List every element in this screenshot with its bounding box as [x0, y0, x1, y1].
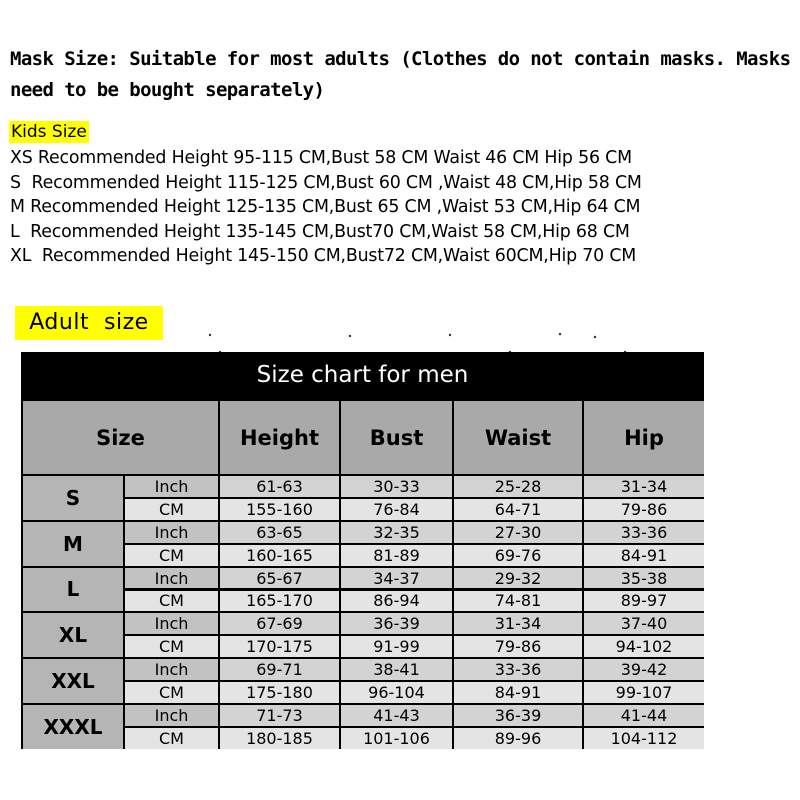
cell-l-inch-hip: 35-38 — [584, 568, 704, 589]
cell-s-cm-bust: 76-84 — [341, 499, 452, 520]
header-waist: Waist — [454, 401, 582, 474]
cell-m-cm-height: 160-165 — [220, 545, 339, 566]
cell-m-inch-bust: 32-35 — [341, 522, 452, 543]
kids-size-line-s: S Recommended Height 115-125 CM,Bust 60 CM ,Waist 48 CM,Hip 58 CM — [10, 172, 642, 193]
kids-size-line-xl: XL Recommended Height 145-150 CM,Bust72 CM,Waist 60CM,Hip 70 CM — [10, 246, 637, 267]
cell-xxxl-cm-bust: 101-106 — [341, 728, 452, 749]
cell-xxl-inch-hip: 39-42 — [584, 659, 704, 680]
cell-xl-cm-height: 170-175 — [220, 636, 339, 657]
unit-label-m-inch: Inch — [125, 522, 218, 543]
cell-xxl-cm-waist: 84-91 — [454, 682, 582, 703]
mask-note-line-1: Mask Size: Suitable for most adults (Clothes do not contain masks. Masks — [10, 48, 791, 70]
cell-l-cm-waist: 74-81 — [454, 591, 582, 612]
stray-dots — [200, 332, 640, 354]
cell-xl-cm-bust: 91-99 — [341, 636, 452, 657]
unit-label-xxl-cm: CM — [125, 682, 218, 703]
cell-xxl-inch-height: 69-71 — [220, 659, 339, 680]
kids-size-list — [10, 146, 642, 269]
size-label-xl: XL — [23, 613, 123, 657]
mask-note-line-2: need to be bought separately) — [10, 79, 325, 101]
cell-l-cm-height: 165-170 — [220, 591, 339, 612]
unit-label-l-inch: Inch — [125, 568, 218, 589]
cell-xxxl-cm-height: 180-185 — [220, 728, 339, 749]
unit-label-l-cm: CM — [125, 591, 218, 612]
cell-xxxl-cm-waist: 89-96 — [454, 728, 582, 749]
mens-size-chart — [21, 352, 704, 749]
unit-label-s-cm: CM — [125, 499, 218, 520]
cell-m-inch-hip: 33-36 — [584, 522, 704, 543]
cell-xxl-inch-bust: 38-41 — [341, 659, 452, 680]
cell-s-inch-waist: 25-28 — [454, 476, 582, 497]
cell-xl-inch-height: 67-69 — [220, 613, 339, 634]
cell-l-inch-height: 65-67 — [220, 568, 339, 589]
cell-xxxl-inch-bust: 41-43 — [341, 705, 452, 726]
cell-s-inch-bust: 30-33 — [341, 476, 452, 497]
cell-s-inch-height: 61-63 — [220, 476, 339, 497]
unit-label-m-cm: CM — [125, 545, 218, 566]
header-bust: Bust — [341, 401, 452, 474]
adult-size-tag: Adult size — [15, 306, 163, 340]
size-label-xxxl: XXXL — [23, 705, 123, 749]
unit-label-xxl-inch: Inch — [125, 659, 218, 680]
cell-s-inch-hip: 31-34 — [584, 476, 704, 497]
kids-size-line-xs: XS Recommended Height 95-115 CM,Bust 58 CM Waist 46 CM Hip 56 CM — [10, 148, 632, 168]
cell-l-inch-bust: 34-37 — [341, 568, 452, 589]
cell-m-cm-bust: 81-89 — [341, 545, 452, 566]
cell-xl-cm-hip: 94-102 — [584, 636, 704, 657]
cell-xxl-inch-waist: 33-36 — [454, 659, 582, 680]
cell-s-cm-waist: 64-71 — [454, 499, 582, 520]
header-hip: Hip — [584, 401, 704, 474]
size-label-xxl: XXL — [23, 659, 123, 703]
cell-l-inch-waist: 29-32 — [454, 568, 582, 589]
cell-xxl-cm-hip: 99-107 — [584, 682, 704, 703]
unit-label-xl-inch: Inch — [125, 613, 218, 634]
cell-m-inch-waist: 27-30 — [454, 522, 582, 543]
kids-size-line-l: L Recommended Height 135-145 CM,Bust70 CM,Waist 58 CM,Hip 68 CM — [10, 221, 630, 242]
cell-l-cm-hip: 89-97 — [584, 591, 704, 612]
cell-xxl-cm-bust: 96-104 — [341, 682, 452, 703]
cell-xl-inch-hip: 37-40 — [584, 613, 704, 634]
cell-s-cm-hip: 79-86 — [584, 499, 704, 520]
unit-label-xxxl-cm: CM — [125, 728, 218, 749]
header-height: Height — [220, 401, 339, 474]
cell-xxxl-inch-height: 71-73 — [220, 705, 339, 726]
cell-xxxl-inch-hip: 41-44 — [584, 705, 704, 726]
header-size: Size — [23, 401, 218, 474]
cell-xxl-cm-height: 175-180 — [220, 682, 339, 703]
unit-label-s-inch: Inch — [125, 476, 218, 497]
size-label-m: M — [23, 522, 123, 566]
chart-title: Size chart for men — [21, 352, 704, 399]
cell-xl-cm-waist: 79-86 — [454, 636, 582, 657]
cell-xl-inch-bust: 36-39 — [341, 613, 452, 634]
kids-size-tag: Kids Size — [11, 122, 87, 142]
cell-xxxl-inch-waist: 36-39 — [454, 705, 582, 726]
cell-xxxl-cm-hip: 104-112 — [584, 728, 704, 749]
cell-m-cm-hip: 84-91 — [584, 545, 704, 566]
cell-s-cm-height: 155-160 — [220, 499, 339, 520]
size-label-s: S — [23, 476, 123, 520]
size-label-l: L — [23, 568, 123, 612]
cell-m-inch-height: 63-65 — [220, 522, 339, 543]
cell-xl-inch-waist: 31-34 — [454, 613, 582, 634]
kids-size-line-m: M Recommended Height 125-135 CM,Bust 65 CM ,Waist 53 CM,Hip 64 CM — [10, 197, 641, 218]
unit-label-xl-cm: CM — [125, 636, 218, 657]
cell-l-cm-bust: 86-94 — [341, 591, 452, 612]
cell-m-cm-waist: 69-76 — [454, 545, 582, 566]
unit-label-xxxl-inch: Inch — [125, 705, 218, 726]
mask-size-note — [10, 44, 800, 106]
